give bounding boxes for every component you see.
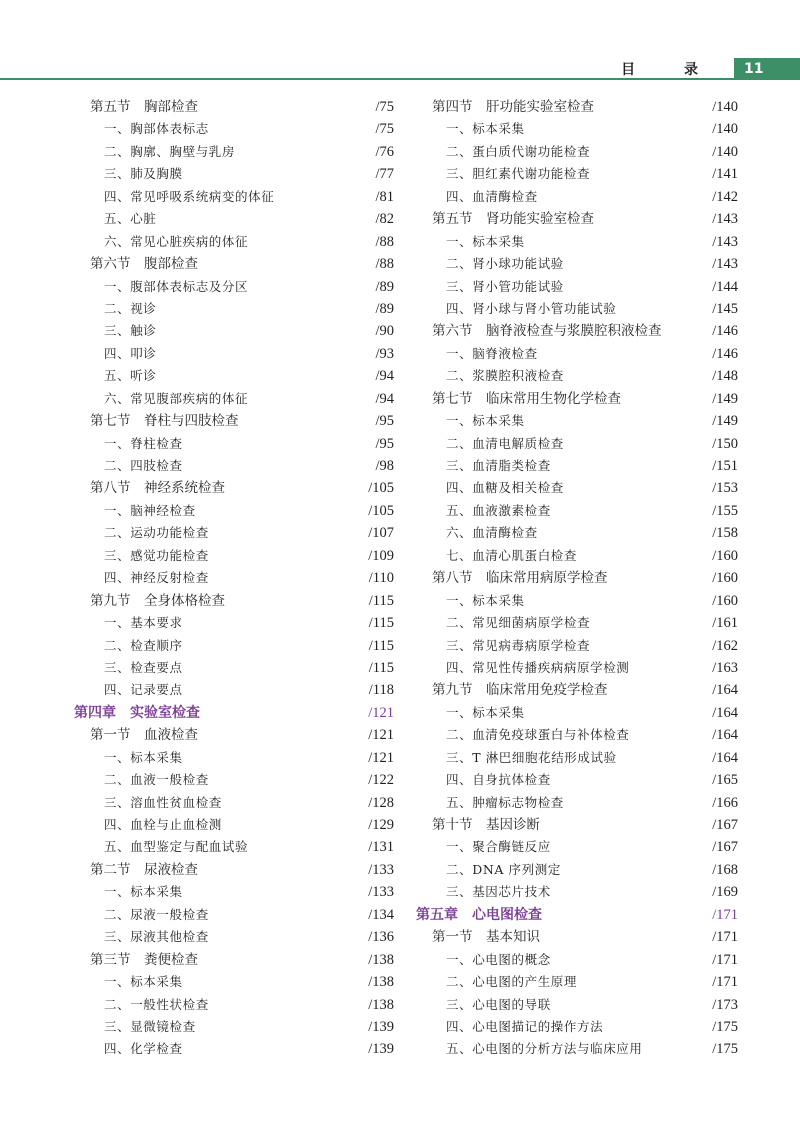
toc-entry-title: 三、显微镜检查 — [104, 1018, 196, 1034]
header-title: 目 录 — [621, 62, 720, 78]
toc-entry-title: 第四章 实验室检查 — [74, 704, 200, 721]
toc-entry-page: /143 — [712, 256, 738, 273]
toc-entry-page: /160 — [712, 547, 738, 564]
toc-item-entry[interactable] — [74, 231, 394, 253]
toc-entry-page: /115 — [368, 615, 394, 632]
toc-section-entry[interactable] — [416, 567, 738, 589]
toc-entry-page: /164 — [712, 682, 738, 699]
toc-entry-title: 一、标本采集 — [446, 413, 525, 429]
toc-entry-title: 一、基本要求 — [104, 615, 183, 631]
toc-entry-title: 四、自身抗体检查 — [446, 772, 551, 788]
toc-item-entry[interactable] — [74, 904, 394, 926]
toc-item-entry[interactable] — [416, 657, 738, 679]
toc-item-entry[interactable] — [416, 836, 738, 858]
toc-entry-page: /165 — [712, 772, 738, 789]
toc-entry-title: 四、血糖及相关检查 — [446, 480, 564, 496]
toc-entry-page: /139 — [368, 1041, 394, 1058]
toc-entry-title: 二、肾小球功能试验 — [446, 256, 564, 272]
toc-entry-title: 一、标本采集 — [446, 121, 525, 137]
toc-entry-page: /173 — [712, 996, 738, 1013]
toc-item-entry[interactable] — [74, 186, 394, 208]
toc-entry-page: /133 — [368, 861, 394, 878]
toc-entry-title: 一、脑神经检查 — [104, 502, 196, 518]
toc-entry-page: /146 — [712, 345, 738, 362]
toc-entry-page: /107 — [368, 525, 394, 542]
toc-item-entry[interactable] — [416, 792, 738, 814]
toc-section-entry[interactable] — [74, 724, 394, 746]
toc-entry-page: /129 — [368, 817, 394, 833]
toc-entry-page: /77 — [375, 166, 394, 183]
toc-item-entry[interactable] — [416, 635, 738, 657]
toc-item-entry[interactable] — [416, 433, 738, 455]
toc-item-entry[interactable] — [74, 433, 394, 455]
toc-entry-page: /150 — [712, 435, 738, 452]
toc-section-entry[interactable] — [74, 949, 394, 971]
toc-item-entry[interactable] — [74, 163, 394, 185]
toc-entry-title: 一、标本采集 — [446, 233, 525, 249]
toc-entry-title: 一、脑脊液检查 — [446, 345, 538, 361]
toc-item-entry[interactable] — [74, 635, 394, 657]
toc-entry-title: 一、胸部体表标志 — [104, 121, 209, 137]
toc-entry-title: 七、血清心肌蛋白检查 — [446, 547, 578, 563]
toc-item-entry[interactable] — [416, 859, 738, 881]
toc-item-entry[interactable] — [416, 612, 738, 634]
toc-entry-page: /75 — [375, 121, 394, 138]
toc-entry-page: /164 — [712, 704, 738, 721]
toc-entry-title: 五、心电图的分析方法与临床应用 — [446, 1041, 643, 1057]
toc-entry-title: 三、感觉功能检查 — [104, 547, 209, 563]
toc-section-entry[interactable] — [416, 926, 738, 948]
toc-section-entry[interactable] — [416, 814, 738, 836]
toc-entry-title: 二、视诊 — [104, 300, 157, 316]
toc-entry-page: /164 — [712, 749, 738, 766]
toc-section-entry[interactable] — [416, 208, 738, 230]
toc-item-entry[interactable] — [74, 971, 394, 993]
toc-entry-page: /115 — [368, 659, 394, 676]
toc-item-entry[interactable] — [74, 388, 394, 410]
toc-entry-title: 三、触诊 — [104, 323, 157, 339]
toc-chapter-entry[interactable] — [416, 904, 738, 926]
toc-item-entry[interactable] — [416, 186, 738, 208]
toc-entry-title: 二、尿液一般检查 — [104, 906, 209, 922]
toc-entry-page: /167 — [712, 817, 738, 833]
toc-entry-title: 第九节 全身体格检查 — [90, 592, 225, 609]
toc-item-entry[interactable] — [74, 141, 394, 163]
toc-entry-page: /75 — [375, 99, 394, 115]
toc-entry-title: 一、标本采集 — [446, 704, 525, 720]
toc-entry-page: /142 — [712, 188, 738, 205]
toc-entry-page: /145 — [712, 300, 738, 317]
toc-entry-title: 第十节 基因诊断 — [432, 817, 540, 833]
toc-entry-page: /118 — [368, 682, 394, 699]
toc-entry-page: /171 — [712, 951, 738, 968]
toc-item-entry[interactable] — [416, 231, 738, 253]
toc-item-entry[interactable] — [74, 365, 394, 387]
toc-entry-page: /133 — [368, 884, 394, 901]
toc-entry-title: 四、神经反射检查 — [104, 570, 209, 586]
toc-item-entry[interactable] — [416, 522, 738, 544]
toc-item-entry[interactable] — [416, 702, 738, 724]
toc-item-entry[interactable] — [416, 253, 738, 275]
toc-item-entry[interactable] — [416, 1038, 738, 1060]
toc-entry-title: 第一节 血液检查 — [90, 727, 198, 744]
toc-entry-title: 第八节 神经系统检查 — [90, 480, 225, 497]
toc-entry-page: /89 — [375, 278, 394, 295]
toc-section-entry[interactable] — [74, 96, 394, 118]
toc-chapter-entry[interactable] — [74, 702, 394, 724]
toc-entry-title: 一、腹部体表标志及分区 — [104, 278, 249, 294]
toc-section-entry[interactable] — [74, 253, 394, 275]
toc-entry-page: /95 — [375, 413, 394, 430]
toc-item-entry[interactable] — [74, 276, 394, 298]
toc-item-entry[interactable] — [74, 118, 394, 140]
toc-entry-page: /110 — [368, 570, 394, 587]
toc-entry-title: 二、蛋白质代谢功能检查 — [446, 143, 591, 159]
toc-entry-page: /138 — [368, 951, 394, 968]
toc-entry-page: /121 — [368, 749, 394, 766]
toc-entry-page: /164 — [712, 727, 738, 744]
toc-entry-page: /143 — [712, 233, 738, 250]
toc-entry-title: 第八节 临床常用病原学检查 — [432, 570, 608, 587]
toc-entry-page: /149 — [712, 413, 738, 430]
toc-entry-title: 一、聚合酶链反应 — [446, 839, 551, 855]
toc-item-entry[interactable] — [74, 926, 394, 948]
toc-entry-page: /115 — [368, 592, 394, 609]
toc-entry-page: /115 — [368, 637, 394, 654]
toc-item-entry[interactable] — [74, 1038, 394, 1060]
toc-entry-page: /158 — [712, 525, 738, 542]
toc-entry-title: 三、检查要点 — [104, 659, 183, 675]
toc-section-entry[interactable] — [74, 477, 394, 499]
toc-entry-title: 四、化学检查 — [104, 1041, 183, 1057]
toc-entry-page: /166 — [712, 794, 738, 811]
toc-entry-title: 四、血清酶检查 — [446, 188, 538, 204]
toc-section-entry[interactable] — [74, 859, 394, 881]
toc-entry-title: 一、标本采集 — [104, 884, 183, 900]
toc-item-entry[interactable] — [416, 118, 738, 140]
toc-entry-page: /94 — [375, 368, 394, 385]
toc-item-entry[interactable] — [416, 881, 738, 903]
toc-entry-page: /93 — [375, 345, 394, 362]
toc-item-entry[interactable] — [74, 320, 394, 342]
toc-entry-page: /144 — [712, 278, 738, 295]
toc-left-column — [74, 96, 394, 1061]
toc-item-entry[interactable] — [74, 500, 394, 522]
toc-item-entry[interactable] — [416, 455, 738, 477]
toc-entry-title: 第七节 脊柱与四肢检查 — [90, 413, 239, 430]
toc-item-entry[interactable] — [416, 365, 738, 387]
toc-entry-page: /168 — [712, 861, 738, 878]
toc-item-entry[interactable] — [74, 455, 394, 477]
toc-entry-page: /162 — [712, 637, 738, 654]
toc-entry-title: 六、血清酶检查 — [446, 525, 538, 541]
toc-entry-title: 四、血栓与止血检测 — [104, 817, 222, 832]
toc-item-entry[interactable] — [74, 994, 394, 1016]
toc-entry-page: /171 — [712, 929, 738, 946]
toc-entry-page: /155 — [712, 502, 738, 519]
toc-entry-title: 三、常见病毒病原学检查 — [446, 637, 591, 653]
toc-entry-page: /121 — [368, 704, 394, 721]
toc-entry-title: 一、标本采集 — [104, 974, 183, 990]
toc-section-entry[interactable] — [416, 679, 738, 701]
toc-entry-title: 四、叩诊 — [104, 345, 157, 361]
toc-entry-page: /131 — [368, 839, 394, 856]
toc-entry-page: /76 — [375, 143, 394, 160]
toc-entry-page: /128 — [368, 794, 394, 811]
toc-entry-page: /175 — [712, 1018, 738, 1035]
toc-item-entry[interactable] — [74, 522, 394, 544]
toc-entry-page: /89 — [375, 300, 394, 317]
toc-entry-title: 四、常见性传播疾病病原学检测 — [446, 659, 630, 675]
toc-entry-title: 第二节 尿液检查 — [90, 861, 198, 878]
toc-item-entry[interactable] — [74, 612, 394, 634]
toc-item-entry[interactable] — [416, 276, 738, 298]
toc-item-entry[interactable] — [416, 971, 738, 993]
toc-entry-title: 三、尿液其他检查 — [104, 929, 209, 945]
toc-section-entry[interactable] — [416, 320, 738, 342]
toc-entry-page: /88 — [375, 256, 394, 273]
toc-item-entry[interactable] — [416, 747, 738, 769]
toc-entry-title: 第六节 腹部检查 — [90, 256, 198, 273]
toc-entry-title: 五、血型鉴定与配血试验 — [104, 839, 249, 855]
toc-entry-page: /122 — [368, 772, 394, 789]
toc-entry-title: 三、基因芯片技术 — [446, 884, 551, 900]
page-number-badge: 11 — [734, 58, 800, 80]
toc-entry-page: /140 — [712, 99, 738, 115]
toc-entry-title: 五、肿瘤标志物检查 — [446, 794, 564, 810]
toc-entry-title: 二、血清免疫球蛋白与补体检查 — [446, 727, 630, 743]
toc-item-entry[interactable] — [416, 141, 738, 163]
toc-item-entry[interactable] — [74, 343, 394, 365]
toc-item-entry[interactable] — [416, 477, 738, 499]
toc-entry-title: 一、标本采集 — [446, 592, 525, 608]
toc-entry-page: /151 — [712, 458, 738, 474]
toc-section-entry[interactable] — [416, 96, 738, 118]
toc-entry-title: 二、四肢检查 — [104, 458, 183, 473]
toc-item-entry[interactable] — [74, 679, 394, 701]
toc-section-entry[interactable] — [74, 410, 394, 432]
toc-entry-page: /149 — [712, 390, 738, 407]
toc-item-entry[interactable] — [74, 769, 394, 791]
toc-item-entry[interactable] — [74, 792, 394, 814]
toc-entry-page: /105 — [368, 502, 394, 519]
toc-entry-title: 二、血清电解质检查 — [446, 435, 564, 451]
toc-entry-page: /146 — [712, 323, 738, 340]
toc-item-entry[interactable] — [416, 994, 738, 1016]
toc-entry-title: 五、心脏 — [104, 211, 157, 227]
toc-entry-title: 三、胆红素代谢功能检查 — [446, 166, 591, 182]
toc-item-entry[interactable] — [416, 163, 738, 185]
toc-entry-title: 二、运动功能检查 — [104, 525, 209, 541]
toc-item-entry[interactable] — [416, 949, 738, 971]
toc-entry-title: 第七节 临床常用生物化学检查 — [432, 390, 621, 407]
toc-entry-page: /81 — [375, 188, 394, 205]
toc-entry-page: /88 — [375, 233, 394, 250]
toc-entry-title: 五、血液激素检查 — [446, 502, 551, 518]
toc-entry-title: 第三节 粪便检查 — [90, 951, 198, 968]
running-header — [0, 58, 800, 78]
toc-entry-page: /138 — [368, 974, 394, 991]
toc-entry-title: 二、检查顺序 — [104, 637, 183, 653]
toc-entry-title: 二、一般性状检查 — [104, 996, 209, 1012]
toc-entry-title: 三、肺及胸膜 — [104, 166, 183, 182]
toc-entry-title: 四、肾小球与肾小管功能试验 — [446, 300, 617, 316]
toc-item-entry[interactable] — [416, 500, 738, 522]
toc-entry-title: 四、记录要点 — [104, 682, 183, 698]
toc-entry-page: /140 — [712, 143, 738, 160]
toc-item-entry[interactable] — [74, 657, 394, 679]
toc-entry-title: 第五节 胸部检查 — [90, 99, 198, 115]
toc-entry-title: 一、心电图的概念 — [446, 951, 551, 967]
toc-entry-title: 三、血清脂类检查 — [446, 458, 551, 473]
toc-item-entry[interactable] — [74, 836, 394, 858]
toc-entry-page: /139 — [368, 1018, 394, 1035]
toc-entry-page: /141 — [712, 166, 738, 183]
toc-item-entry[interactable] — [416, 298, 738, 320]
toc-entry-title: 二、胸廓、胸壁与乳房 — [104, 143, 236, 159]
toc-entry-title: 第四节 肝功能实验室检查 — [432, 99, 594, 115]
toc-entry-title: 三、溶血性贫血检查 — [104, 794, 222, 810]
toc-entry-title: 五、听诊 — [104, 368, 157, 384]
toc-entry-title: 第一节 基本知识 — [432, 929, 540, 946]
toc-entry-title: 二、浆膜腔积液检查 — [446, 368, 564, 384]
toc-entry-page: /105 — [368, 480, 394, 497]
toc-entry-title: 六、常见腹部疾病的体征 — [104, 390, 249, 406]
toc-item-entry[interactable] — [416, 769, 738, 791]
toc-entry-title: 六、常见心脏疾病的体征 — [104, 233, 249, 249]
toc-item-entry[interactable] — [416, 590, 738, 612]
toc-entry-page: /109 — [368, 547, 394, 564]
toc-item-entry[interactable] — [74, 567, 394, 589]
toc-entry-title: 一、脊柱检查 — [104, 435, 183, 451]
toc-entry-page: /148 — [712, 368, 738, 385]
toc-entry-page: /160 — [712, 570, 738, 587]
toc-entry-page: /163 — [712, 659, 738, 676]
toc-entry-page: /160 — [712, 592, 738, 609]
toc-entry-title: 三、心电图的导联 — [446, 996, 551, 1012]
toc-entry-title: 第九节 临床常用免疫学检查 — [432, 682, 608, 699]
toc-item-entry[interactable] — [74, 298, 394, 320]
toc-entry-title: 第五章 心电图检查 — [416, 906, 542, 923]
toc-entry-title: 三、T 淋巴细胞花结形成试验 — [446, 749, 617, 765]
toc-entry-page: /140 — [712, 121, 738, 138]
toc-entry-page: /171 — [712, 974, 738, 991]
toc-entry-page: /121 — [368, 727, 394, 744]
toc-entry-page: /167 — [712, 839, 738, 856]
toc-item-entry[interactable] — [416, 410, 738, 432]
toc-item-entry[interactable] — [416, 1016, 738, 1038]
toc-entry-title: 四、心电图描记的操作方法 — [446, 1018, 604, 1034]
toc-entry-page: /94 — [375, 390, 394, 407]
toc-entry-page: /134 — [368, 906, 394, 923]
toc-item-entry[interactable] — [74, 747, 394, 769]
toc-entry-page: /175 — [712, 1041, 738, 1058]
toc-entry-page: /138 — [368, 996, 394, 1013]
toc-entry-page: /171 — [712, 906, 738, 923]
toc-entry-page: /95 — [375, 435, 394, 452]
toc-entry-title: 一、标本采集 — [104, 749, 183, 765]
toc-entry-title: 二、DNA 序列测定 — [446, 861, 561, 877]
toc-entry-title: 第六节 脑脊液检查与浆膜腔积液检查 — [432, 323, 662, 340]
toc-entry-title: 四、常见呼吸系统病变的体征 — [104, 188, 275, 204]
toc-item-entry[interactable] — [416, 724, 738, 746]
toc-item-entry[interactable] — [74, 545, 394, 567]
toc-section-entry[interactable] — [416, 388, 738, 410]
toc-entry-page: /98 — [375, 458, 394, 474]
toc-entry-title: 二、血液一般检查 — [104, 772, 209, 788]
toc-item-entry[interactable] — [74, 814, 394, 836]
toc-item-entry[interactable] — [74, 208, 394, 230]
toc-item-entry[interactable] — [74, 881, 394, 903]
toc-entry-title: 三、肾小管功能试验 — [446, 278, 564, 294]
toc-item-entry[interactable] — [74, 1016, 394, 1038]
toc-entry-page: /169 — [712, 884, 738, 901]
toc-entry-page: /90 — [375, 323, 394, 340]
toc-item-entry[interactable] — [416, 545, 738, 567]
toc-entry-page: /143 — [712, 211, 738, 228]
toc-entry-title: 二、心电图的产生原理 — [446, 974, 578, 990]
toc-entry-page: /136 — [368, 929, 394, 946]
toc-section-entry[interactable] — [74, 590, 394, 612]
toc-entry-title: 二、常见细菌病原学检查 — [446, 615, 591, 631]
toc-entry-page: /82 — [375, 211, 394, 228]
toc-item-entry[interactable] — [416, 343, 738, 365]
toc-right-column — [416, 96, 738, 1061]
toc-entry-page: /161 — [712, 615, 738, 632]
toc-entry-title: 第五节 肾功能实验室检查 — [432, 211, 594, 228]
toc-entry-page: /153 — [712, 480, 738, 497]
